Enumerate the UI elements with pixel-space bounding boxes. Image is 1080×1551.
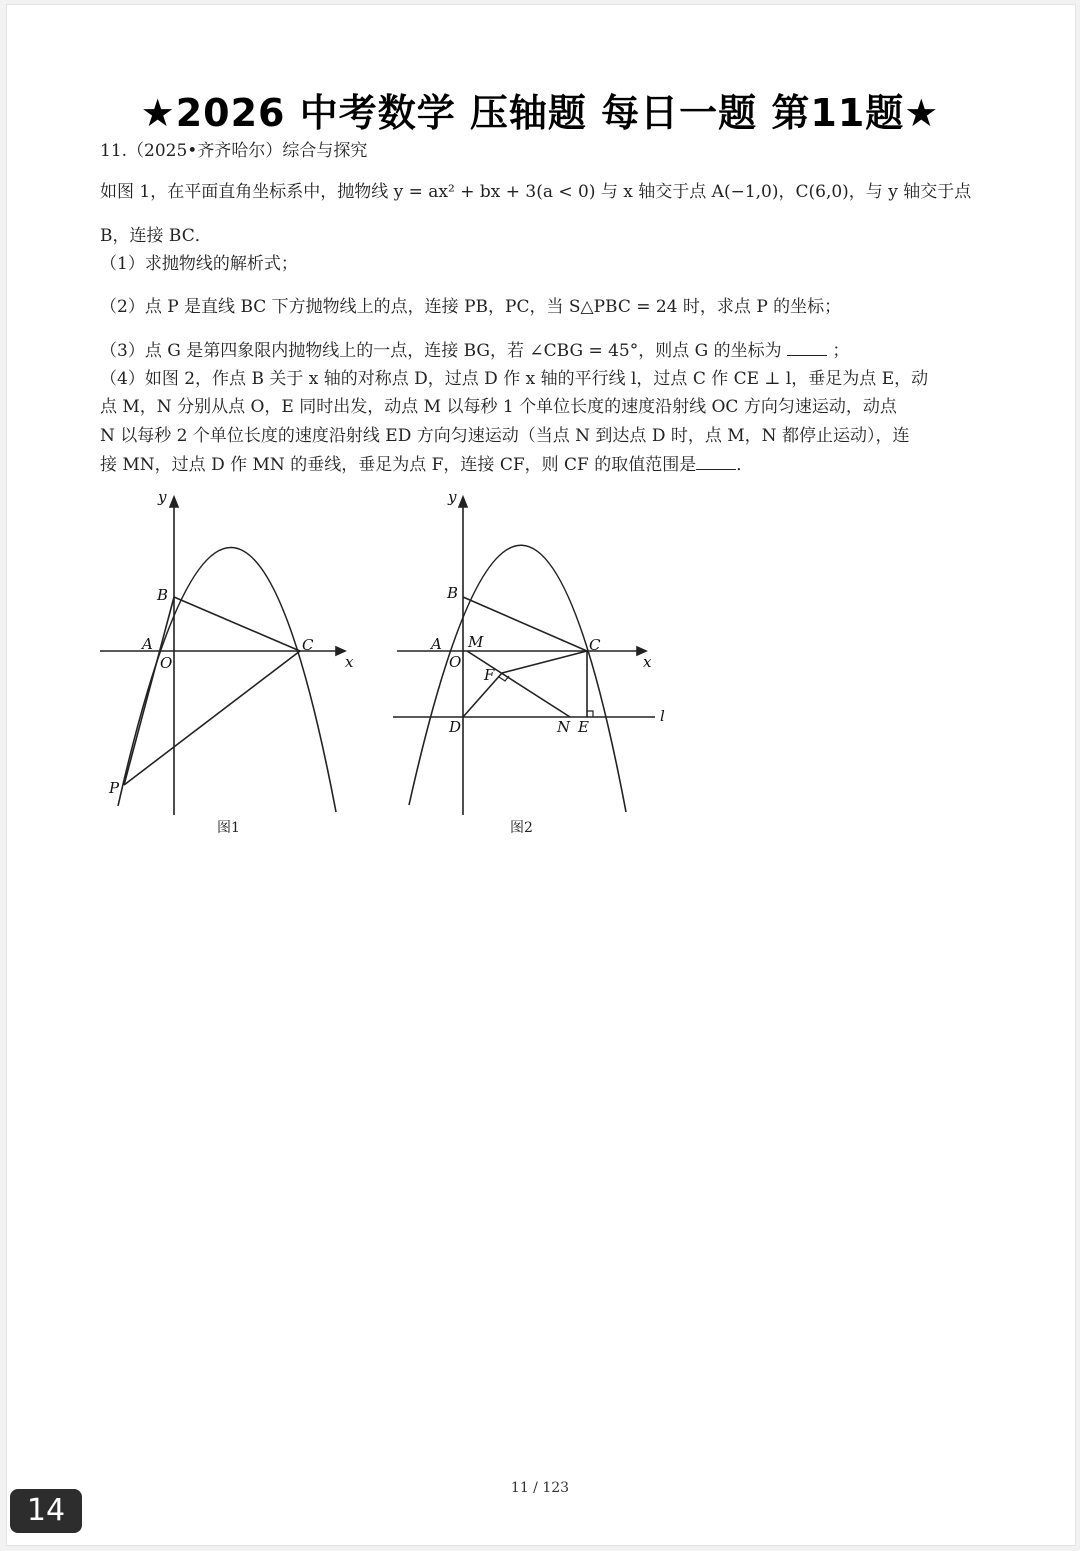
fig2-label-o: O: [449, 653, 462, 671]
problem-header: 11.（2025•齐齐哈尔）综合与探究: [100, 141, 368, 161]
fig2-parabola: [409, 545, 626, 812]
fig2-label-c: C: [589, 636, 601, 654]
fig2-label-f: F: [484, 666, 495, 684]
question-3-end: ；: [832, 341, 850, 361]
fig2-label-d: D: [449, 718, 462, 736]
fig1-x-arrow: [336, 647, 345, 655]
question-4-line-2: 点 M，N 分别从点 O，E 同时出发，动点 M 以每秒 1 个单位长度的速度沿射线 OC 方向匀速运动，动点: [100, 397, 897, 417]
fig1-label-x: x: [345, 653, 354, 671]
fig1-label-b: B: [157, 586, 169, 604]
fig1-label-a: A: [142, 635, 153, 653]
question-3-text: （3）点 G 是第四象限内抛物线上的一点，连接 BG，若 ∠CBG = 45°，则点 G 的坐标为: [100, 341, 782, 361]
fig1-caption: 图1: [217, 820, 240, 836]
fig1-parabola: [118, 547, 336, 812]
fig2-segment-mn: [467, 651, 570, 717]
fig2-caption: 图2: [510, 820, 533, 836]
fig1-label-o: O: [160, 654, 173, 672]
fig2-label-b: B: [447, 584, 459, 602]
fig2-segment-df: [463, 673, 502, 717]
question-4-line-1: （4）如图 2，作点 B 关于 x 轴的对称点 D，过点 D 作 x 轴的平行线 l，过点 C 作 CE ⊥ l，垂足为点 E，动: [100, 369, 929, 389]
figure-2: [385, 480, 680, 850]
question-4-text: 接 MN，过点 D 作 MN 的垂线，垂足为点 F，连接 CF，则 CF 的取值范围是: [100, 455, 697, 475]
fig1-y-arrow: [170, 497, 178, 507]
fig1-label-c: C: [302, 636, 314, 654]
intro-line-1: 如图 1，在平面直角坐标系中，抛物线 y = ax² + bx + 3(a < 0) 与 x 轴交于点 A(−1,0)，C(6,0)，与 y 轴交于点: [100, 182, 972, 202]
question-1: （1）求抛物线的解析式；: [100, 254, 298, 274]
answer-blank-3: [787, 341, 827, 356]
fig2-label-a: A: [431, 635, 442, 653]
fig2-y-arrow: [459, 497, 467, 507]
question-3: [100, 340, 990, 362]
fig2-right-angle-e: [587, 711, 593, 717]
fig2-label-l: l: [660, 707, 665, 725]
page-badge[interactable]: 14: [10, 1489, 82, 1533]
fig2-label-m: M: [468, 633, 484, 651]
fig2-segment-cf: [502, 651, 587, 673]
page-number: 11 / 123: [510, 1480, 570, 1496]
question-4-line-4: [100, 454, 990, 476]
fig1-segment-pc: [124, 651, 300, 785]
intro-line-2: B，连接 BC．: [100, 226, 212, 246]
question-4-end: ．: [736, 455, 754, 475]
question-2: （2）点 P 是直线 BC 下方抛物线上的点，连接 PB，PC，当 S△PBC = 24 时，求点 P 的坐标；: [100, 297, 842, 317]
figure-1: [95, 480, 370, 850]
answer-blank-4: [696, 455, 736, 470]
page-title: ★2026 中考数学 压轴题 每日一题 第11题★: [140, 91, 940, 135]
fig1-segment-pb: [124, 597, 174, 785]
fig2-label-n: N: [557, 718, 571, 736]
fig1-label-p: P: [109, 779, 120, 797]
fig2-label-x: x: [643, 653, 652, 671]
fig2-label-y: y: [448, 488, 457, 506]
fig2-label-e: E: [578, 718, 589, 736]
question-4-line-3: N 以每秒 2 个单位长度的速度沿射线 ED 方向匀速运动（当点 N 到达点 D 时，点 M，N 都停止运动），连: [100, 426, 910, 446]
fig1-label-y: y: [158, 488, 167, 506]
